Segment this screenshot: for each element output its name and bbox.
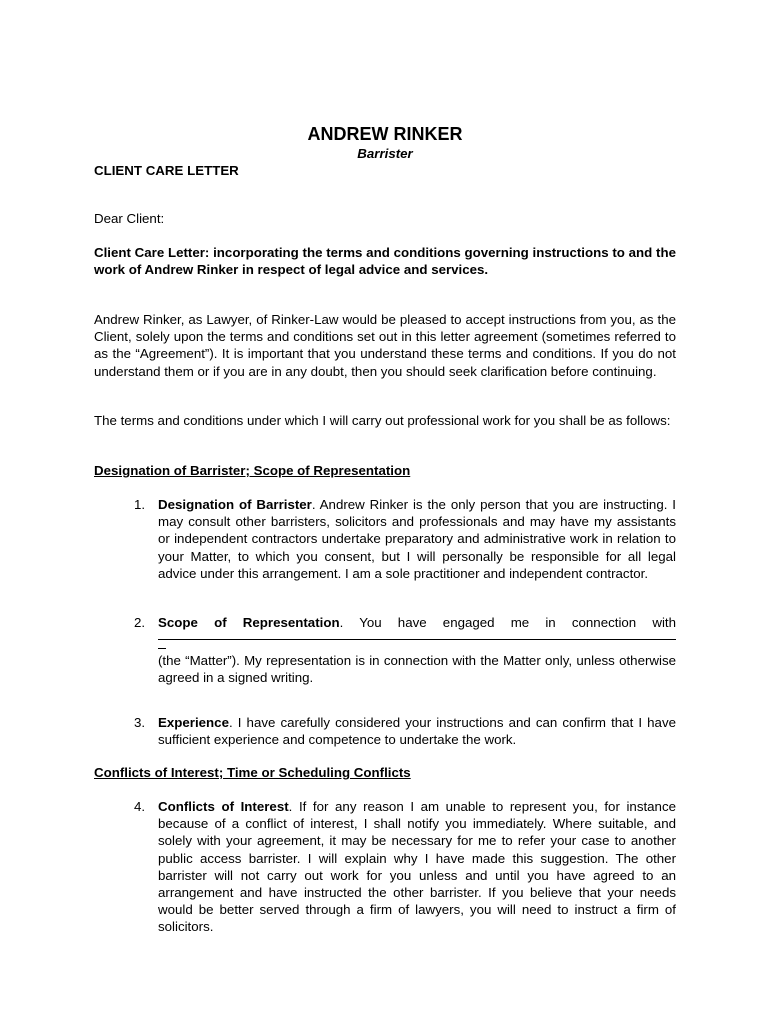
item-number: 3.	[134, 715, 146, 730]
item-text: . If for any reason I am unable to represent you, for instance because of a conflict of interest, I shall notify you immediately. Where suitable, and solely with your agreement, it may be necessary for me to refer your case to another public access barrister. I will explain why I have made this suggestion. The other barrister will not carry out work for you unless and until you have agreed to an arrangement and have instructed the other barrister. If you believe that your needs would be better served through a firm of lawyers, you will need to instruct a firm of solicitors.	[158, 799, 676, 935]
item-text: . Andrew Rinker is the only person that you are instructing. I may consult other barristers, solicitors and professionals and may have my assistants or independent contractors undertake preparatory and administrative work in relation to your Matter, to which you consent, but I will personally be responsible for all legal advice under this arrangement. I am a sole practitioner and independent contractor.	[158, 497, 676, 581]
list-item-2	[94, 614, 676, 687]
item-text-after: (the “Matter”). My representation is in connection with the Matter only, unless otherwise agreed in a signed writing.	[158, 653, 676, 686]
item-body	[158, 798, 676, 936]
matter-blank-continuation	[158, 642, 166, 649]
letter-title: CLIENT CARE LETTER	[94, 163, 239, 178]
item-number: 1.	[134, 497, 146, 512]
list-item-1	[94, 496, 676, 582]
item-number: 2.	[134, 615, 146, 630]
section-heading-conflicts: Conflicts of Interest; Time or Scheduling Conflicts	[94, 765, 411, 780]
terms-intro: The terms and conditions under which I will carry out professional work for you shall be as follows:	[94, 413, 671, 428]
item-body	[158, 614, 676, 687]
item-body	[158, 496, 676, 582]
item-text: . You have engaged me in connection with	[339, 615, 676, 630]
salutation: Dear Client:	[94, 211, 165, 226]
section-heading-designation: Designation of Barrister; Scope of Representation	[94, 463, 411, 478]
item-text: . I have carefully considered your instructions and can confirm that I have sufficient experience and competence to undertake the work.	[158, 715, 676, 748]
author-name: ANDREW RINKER	[307, 124, 463, 144]
subject-line: Client Care Letter: incorporating the terms and conditions governing instructions to and the work of Andrew Rinker in respect of legal advice and services.	[94, 245, 676, 278]
author-role: Barrister	[357, 146, 413, 161]
list-item-4	[94, 798, 676, 936]
list-item-3	[94, 714, 676, 748]
item-title: Conflicts of Interest	[158, 799, 289, 814]
item-body	[158, 714, 676, 748]
item-title: Scope of Representation	[158, 615, 340, 630]
item-title: Experience	[158, 715, 229, 730]
item-title: Designation of Barrister	[158, 497, 312, 512]
intro-paragraph: Andrew Rinker, as Lawyer, of Rinker-Law would be pleased to accept instructions from you, as the Client, solely upon the terms and conditions set out in this letter agreement (sometimes referred to as the “Agreement”). It is important that you understand these terms and conditions. If you do not understand them or if you are in any doubt, then you should seek clarification before continuing.	[94, 312, 676, 379]
item-number: 4.	[134, 799, 146, 814]
matter-blank-line	[158, 631, 676, 640]
